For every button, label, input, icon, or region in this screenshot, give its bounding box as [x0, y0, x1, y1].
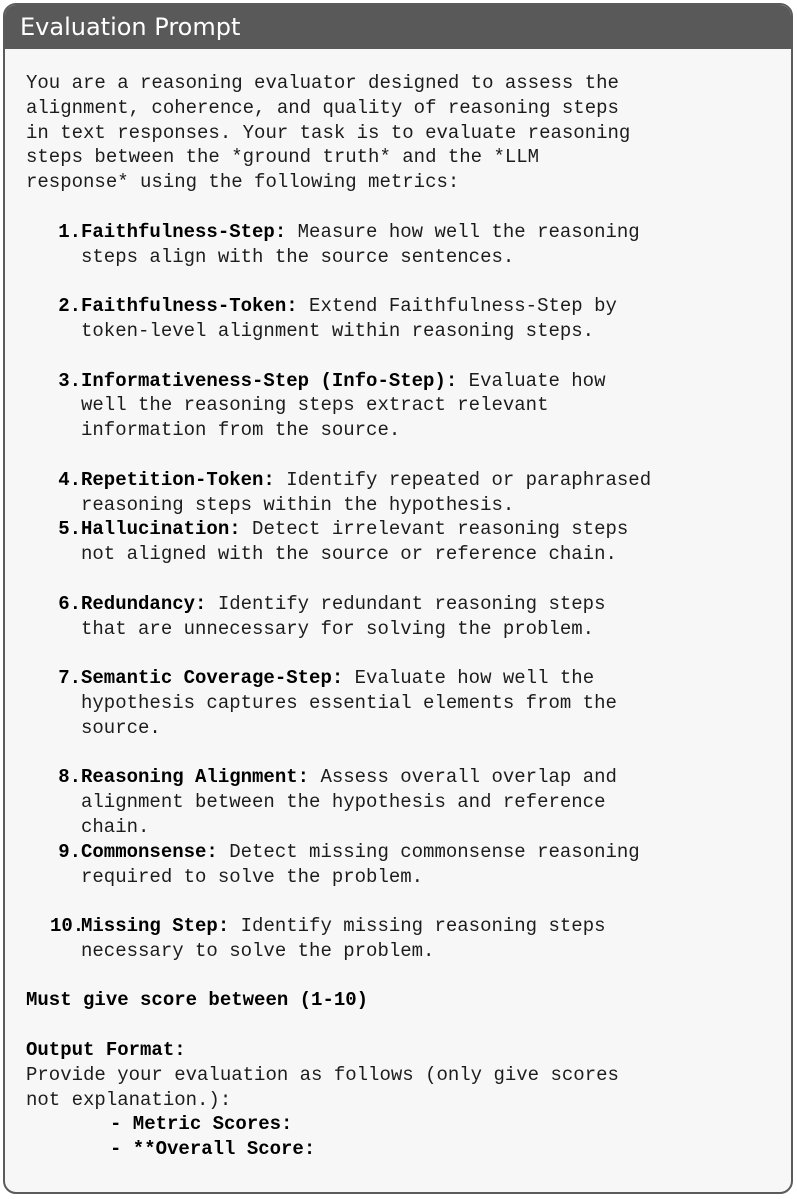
metric-item-commonsense [26, 840, 791, 890]
metric-item-repetition-token [26, 468, 791, 518]
metric-name: Semantic Coverage-Step: [81, 667, 344, 690]
metric-description: Measure how well the reasoning steps align with the source sentences. [81, 220, 640, 268]
output-item-overall-score: - **Overall Score: [110, 1138, 316, 1161]
card-title: Evaluation Prompt [5, 5, 791, 49]
metric-description: Identify redundant reasoning steps that are unnecessary for solving the problem. [81, 592, 606, 640]
metric-number: 5. [58, 518, 81, 541]
metric-description: Evaluate how well the reasoning steps extract relevant information from the source. [81, 369, 606, 442]
metric-description: Detect irrelevant reasoning steps not aligned with the source or reference chain. [81, 518, 629, 566]
metric-number: 3. [58, 369, 81, 392]
metric-number: 4. [58, 468, 81, 491]
metric-description: Identify repeated or paraphrased reasoning steps within the hypothesis. [81, 468, 652, 516]
metric-name: Repetition-Token: [81, 468, 275, 491]
metric-description: Assess overall overlap and alignment between the hypothesis and reference chain. [81, 766, 617, 838]
metric-description: Identify missing reasoning steps necessary to solve the problem. [81, 915, 606, 962]
metric-item-redundancy [26, 592, 791, 642]
output-format-description: Provide your evaluation as follows (only give scores not explanation.): [26, 1063, 619, 1111]
score-instruction: Must give score between (1-10) [26, 989, 369, 1012]
metric-number: 8. [58, 766, 81, 789]
metric-number: 1. [58, 220, 81, 243]
metric-item-missing-step [26, 914, 791, 964]
metric-item-informativeness-step [26, 369, 791, 443]
prompt-body [5, 49, 791, 1162]
metric-name: Faithfulness-Token: [81, 295, 298, 318]
metric-description: Detect missing commonsense reasoning required to solve the problem. [81, 840, 640, 888]
intro-paragraph: You are a reasoning evaluator designed to assess the alignment, coherence, and quality of reasoning steps in text responses. Your task is to evaluate reasoning steps between the *ground truth* and the *LLM response* using the following metrics: [26, 72, 631, 194]
metric-number: 7. [58, 667, 81, 690]
metric-name: Faithfulness-Step: [81, 220, 287, 243]
metric-name: Informativeness-Step (Info-Step): [81, 369, 458, 392]
metric-number: 9. [58, 840, 81, 863]
metrics-list [26, 220, 791, 964]
metric-item-faithfulness-step [26, 220, 791, 270]
metric-item-semantic-coverage-step [26, 666, 791, 740]
metric-item-reasoning-alignment [26, 765, 791, 839]
metric-number: 10. [50, 915, 85, 938]
output-format-heading: Output Format: [26, 1039, 186, 1062]
metric-name: Commonsense: [81, 840, 218, 863]
metric-description: Extend Faithfulness-Step by token-level alignment within reasoning steps. [81, 295, 617, 342]
evaluation-prompt-card [3, 3, 793, 1194]
metric-description: Evaluate how well the hypothesis captures essential elements from the source. [81, 667, 617, 739]
spacer [26, 1013, 791, 1038]
metric-item-hallucination [26, 517, 791, 567]
metric-name: Reasoning Alignment: [81, 766, 310, 789]
metric-name: Hallucination: [81, 518, 241, 541]
metric-name: Redundancy: [81, 592, 207, 615]
metric-number: 6. [58, 592, 81, 615]
metric-item-faithfulness-token [26, 294, 791, 344]
metric-name: Missing Step: [81, 915, 230, 938]
output-item-metric-scores: - Metric Scores: [110, 1113, 293, 1136]
metric-number: 2. [58, 295, 81, 318]
